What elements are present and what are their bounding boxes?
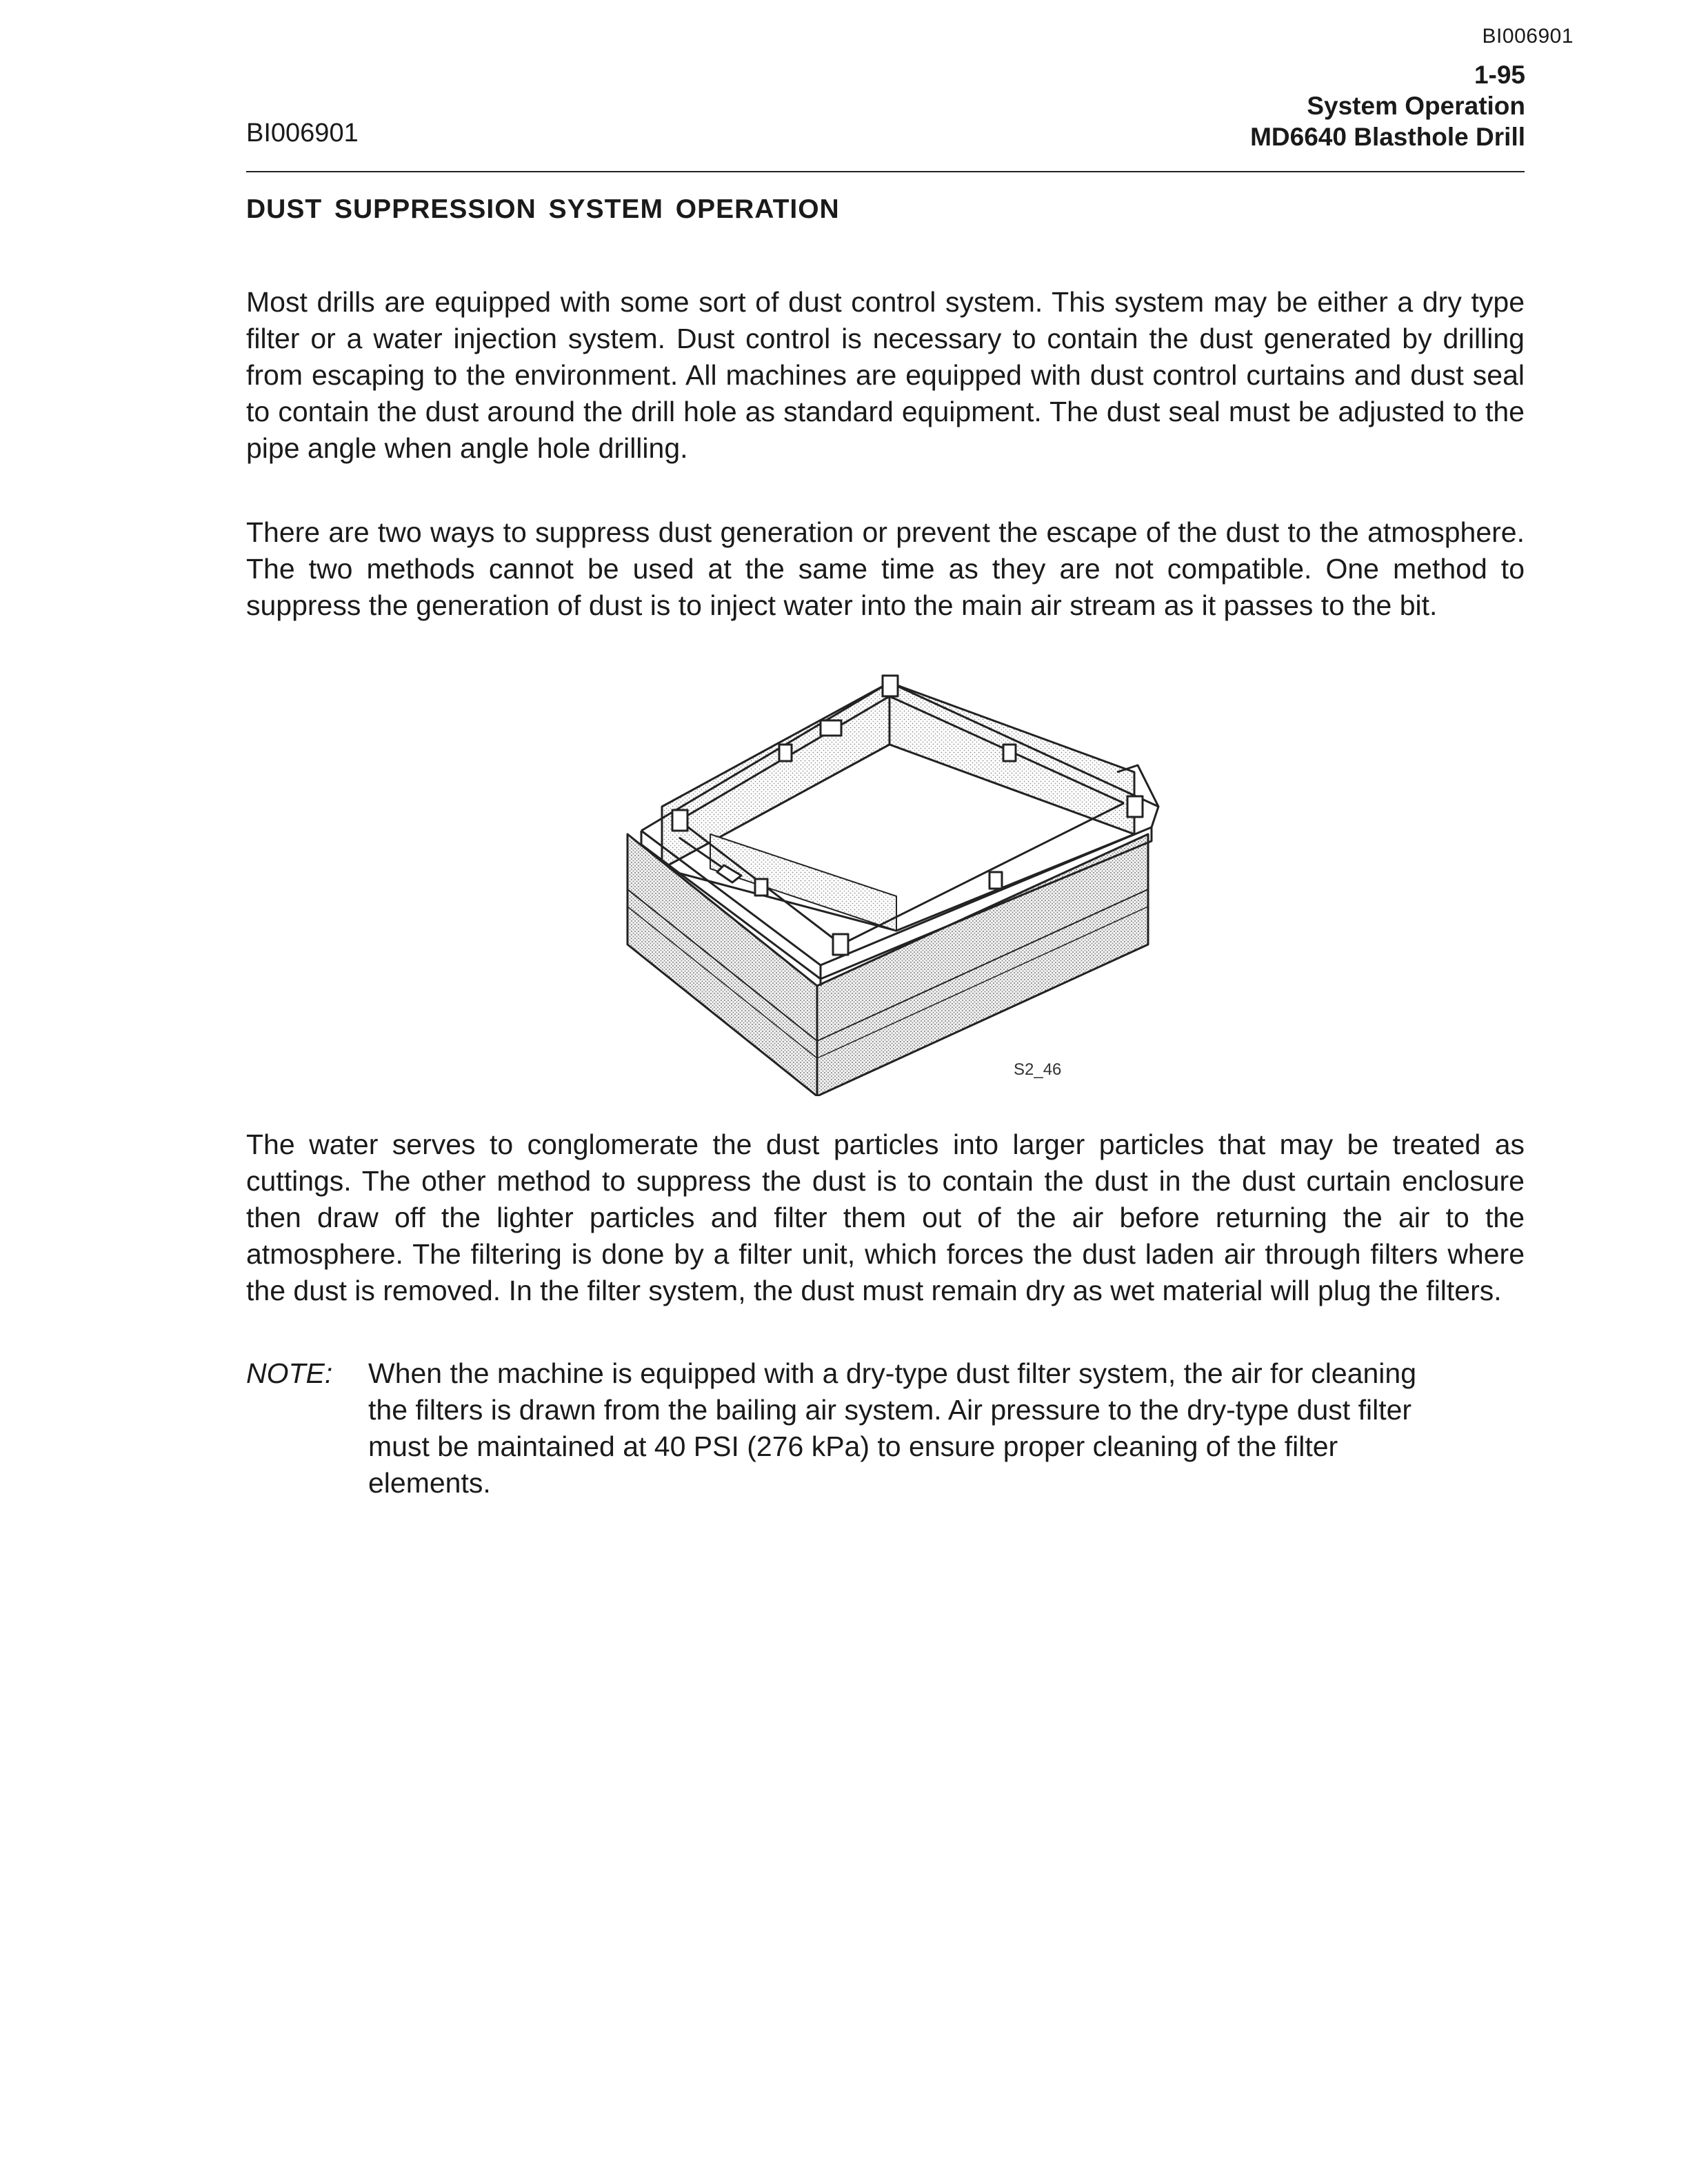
paragraph-methods: There are two ways to suppress dust generation or prevent the escape of the dust to the atmosphere. The two methods cannot be used at the same time as they are not compatible. One method to suppress the generation of dust is to inject water into the main air stream as it passes to the bit. xyxy=(246,516,1525,621)
paragraph-filter: The water serves to conglomerate the dust particles into larger particles that may be treated as cuttings. The other method to suppress the dust is to contain the dust in the dust curtain enclosure then draw off the lighter particles and filter them out of the air before returning the air to the atmosphere. The filtering is done by a filter unit, which forces the dust laden air through filters where the dust is removed. In the filter system, the dust must remain dry as wet material will plug the filters. xyxy=(246,1129,1525,1306)
paragraph-intro: Most drills are equipped with some sort of dust control system. This system may be either a dry type filter or a water injection system. Dust control is necessary to contain the dust generated by drilling from escaping to the environment. All machines are equipped with dust control curtains and dust seal to contain the dust around the drill hole as standard equipment. The dust seal must be adjusted to the pipe angle when angle hole drilling. xyxy=(246,286,1525,464)
section-title: DUST SUPPRESSION SYSTEM OPERATION xyxy=(246,194,840,224)
page-header xyxy=(1250,59,1525,152)
dust-curtain-illustration xyxy=(614,669,1165,1096)
dust-curtain-figure xyxy=(614,669,1165,1096)
section-name: System Operation xyxy=(1307,92,1525,120)
figure-caption: S2_46 xyxy=(1014,1060,1062,1079)
manual-name: MD6640 Blasthole Drill xyxy=(1250,123,1525,151)
note-label: NOTE: xyxy=(246,1357,333,1389)
header-divider xyxy=(246,171,1525,172)
document-id-top: BI006901 xyxy=(1482,25,1574,48)
page-number: 1-95 xyxy=(1474,61,1525,89)
document-id: BI006901 xyxy=(246,119,359,148)
note-text: When the machine is equipped with a dry-type dust filter system, the air for cleaning the filters is drawn from the bailing air system. Air pressure to the dry-type dust filter must be maintained at 40 PSI (276 kPa) to ensure proper cleaning of the filter elements. xyxy=(368,1357,1417,1499)
